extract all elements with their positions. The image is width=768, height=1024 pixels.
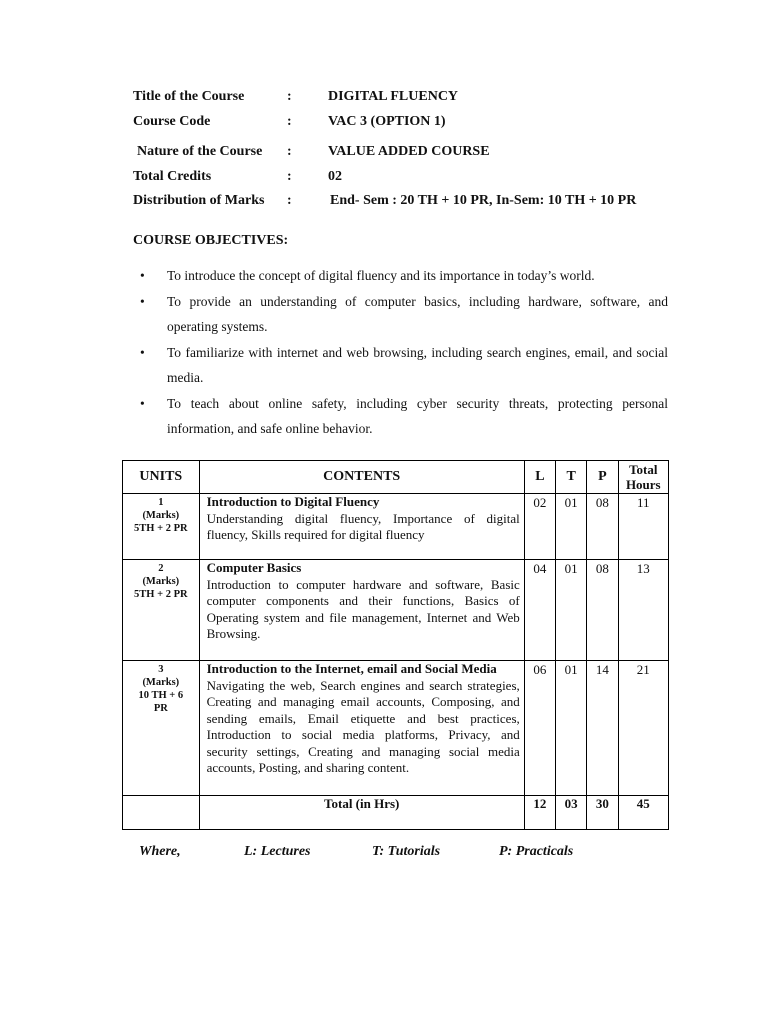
header-t: T bbox=[556, 461, 587, 494]
bullet-icon: • bbox=[140, 344, 145, 360]
course-code-label: Course Code bbox=[133, 114, 211, 129]
unit-distribution: 5TH + 2 PR bbox=[134, 523, 188, 534]
total-hours-cell: 13 bbox=[618, 560, 668, 661]
unit-marks: (Marks) bbox=[142, 576, 180, 587]
practical-cell: 14 bbox=[587, 661, 618, 796]
header-total-hours bbox=[618, 461, 668, 494]
unit-number: 1 bbox=[158, 497, 164, 508]
bullet-icon: • bbox=[140, 268, 145, 283]
objective-item bbox=[140, 289, 668, 340]
tutorial-cell: 01 bbox=[556, 560, 587, 661]
total-hours-cell: 21 bbox=[618, 661, 668, 796]
unit-title: Introduction to the Internet, email and Social Media bbox=[206, 661, 497, 676]
course-nature-value: VALUE ADDED COURSE bbox=[328, 144, 490, 159]
unit-cell bbox=[123, 661, 200, 796]
content-cell bbox=[199, 661, 524, 796]
header-total-line2: Hours bbox=[625, 477, 661, 492]
objective-item bbox=[140, 263, 668, 289]
lecture-cell: 04 bbox=[524, 560, 555, 661]
marks-distribution-value: End- Sem : 20 TH + 10 PR, In-Sem: 10 TH + 10 PR bbox=[330, 193, 637, 208]
unit-title: Introduction to Digital Fluency bbox=[206, 494, 380, 509]
marks-distribution-colon: : bbox=[287, 193, 292, 208]
course-code-colon: : bbox=[287, 114, 292, 129]
practical-cell: 08 bbox=[587, 560, 618, 661]
header-l: L bbox=[524, 461, 555, 494]
legend-practicals: P: Practicals bbox=[499, 844, 574, 859]
total-credits-value: 02 bbox=[328, 169, 342, 184]
units-table bbox=[122, 460, 669, 830]
total-tutorial-cell: 03 bbox=[556, 796, 587, 830]
unit-distribution: 10 TH + 6 PR bbox=[138, 690, 184, 714]
unit-distribution: 5TH + 2 PR bbox=[134, 589, 188, 600]
unit-body: Navigating the web, Search engines and search strategies, Creating and managing email accounts, Composing, and sending emails, Email etiquette and best practices, Introduction to social media platforms, Privacy, and security settings, Creating and managing social media accounts, Posting, and sharing content. bbox=[206, 677, 520, 775]
unit-cell bbox=[123, 494, 200, 560]
lecture-cell: 02 bbox=[524, 494, 555, 560]
unit-marks: (Marks) bbox=[142, 677, 180, 688]
unit-title: Computer Basics bbox=[206, 560, 302, 575]
header-p: P bbox=[587, 461, 618, 494]
total-hours-cell: 11 bbox=[618, 494, 668, 560]
header-contents: CONTENTS bbox=[199, 461, 524, 494]
header-units: UNITS bbox=[123, 461, 200, 494]
total-practical-cell: 30 bbox=[587, 796, 618, 830]
tutorial-cell: 01 bbox=[556, 661, 587, 796]
unit-marks: (Marks) bbox=[142, 510, 180, 521]
course-title-label: Title of the Course bbox=[133, 89, 245, 104]
bullet-icon: • bbox=[140, 395, 145, 411]
course-title-colon: : bbox=[287, 89, 292, 104]
table-row bbox=[123, 661, 669, 796]
unit-cell bbox=[123, 560, 200, 661]
objectives-heading: COURSE OBJECTIVES: bbox=[133, 233, 289, 248]
total-label-cell: Total (in Hrs) bbox=[199, 796, 524, 830]
unit-number: 2 bbox=[158, 563, 164, 574]
table-row bbox=[123, 560, 669, 661]
course-code-value: VAC 3 (OPTION 1) bbox=[328, 114, 446, 129]
objective-text: To teach about online safety, including cyber security threats, protecting personal information, and safe online behavior. bbox=[167, 395, 668, 436]
bullet-icon: • bbox=[140, 293, 145, 309]
course-nature-label: Nature of the Course bbox=[137, 144, 263, 159]
course-title-value: DIGITAL FLUENCY bbox=[328, 89, 459, 104]
tutorial-cell: 01 bbox=[556, 494, 587, 560]
table-row bbox=[123, 494, 669, 560]
legend-lectures: L: Lectures bbox=[244, 844, 311, 859]
total-empty-cell bbox=[123, 796, 200, 830]
header-total-line1: Total bbox=[629, 462, 658, 477]
objective-item bbox=[140, 340, 668, 391]
unit-body: Introduction to computer hardware and software, Basic computer components and their functions, Basics of Operating system and file management, Internet and Web Browsing. bbox=[206, 576, 520, 641]
objective-text: To familiarize with internet and web browsing, including search engines, email, and social media. bbox=[167, 344, 668, 385]
total-lecture-cell: 12 bbox=[524, 796, 555, 830]
content-cell bbox=[199, 494, 524, 560]
course-nature-colon: : bbox=[287, 144, 292, 159]
table-total-row bbox=[123, 796, 669, 830]
grand-total-cell: 45 bbox=[618, 796, 668, 830]
objectives-list bbox=[140, 263, 668, 442]
lecture-cell: 06 bbox=[524, 661, 555, 796]
objective-text: To introduce the concept of digital fluency and its importance in today’s world. bbox=[167, 268, 595, 283]
objective-item bbox=[140, 391, 668, 442]
marks-distribution-label: Distribution of Marks bbox=[133, 193, 265, 208]
unit-number: 3 bbox=[158, 664, 164, 675]
legend-tutorials: T: Tutorials bbox=[372, 844, 441, 859]
total-credits-colon: : bbox=[287, 169, 292, 184]
practical-cell: 08 bbox=[587, 494, 618, 560]
objective-text: To provide an understanding of computer basics, including hardware, software, and operating systems. bbox=[167, 293, 668, 334]
unit-body: Understanding digital fluency, Importance of digital fluency, Skills required for digital fluency bbox=[206, 510, 520, 542]
content-cell bbox=[199, 560, 524, 661]
total-credits-label: Total Credits bbox=[133, 169, 212, 184]
legend-where: Where, bbox=[139, 844, 181, 859]
table-header-row bbox=[123, 461, 669, 494]
